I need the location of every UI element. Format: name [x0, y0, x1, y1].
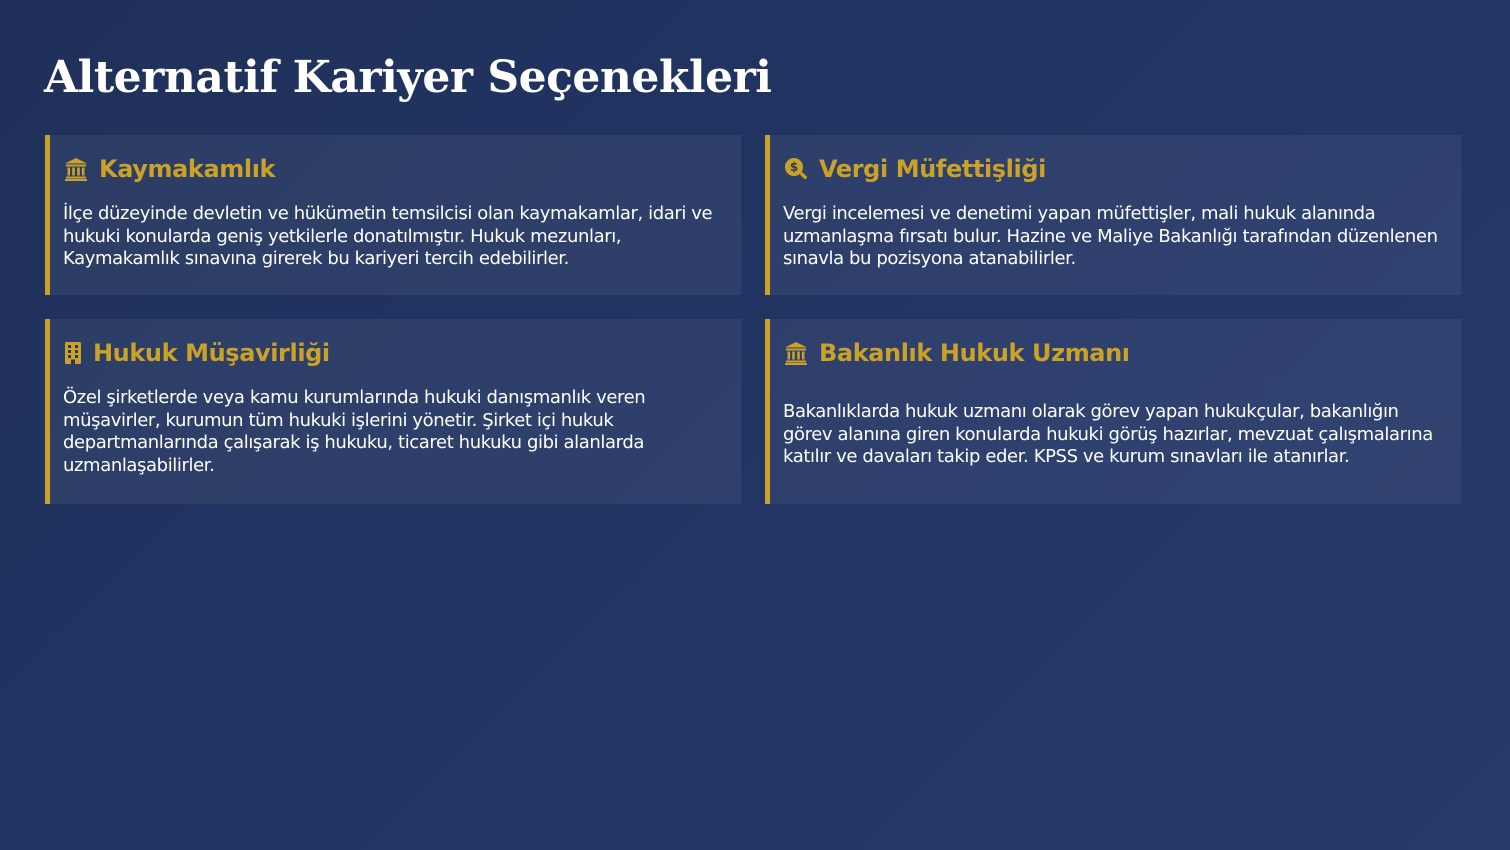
card-header	[63, 339, 723, 367]
career-options-grid	[45, 135, 1461, 504]
landmark-icon	[63, 156, 89, 182]
card-header	[783, 339, 1443, 367]
career-card-vergi-mufettisligi	[765, 135, 1461, 295]
building-icon	[63, 340, 83, 366]
card-description: Özel şirketlerde veya kamu kurumlarında hukuki danışmanlık veren müşavirler, kurumun tüm hukuki işlerini yönetir. Şirket içi hukuk departmanlarında çalışarak iş hukuku, ticaret hukuku gibi alanlarda uzmanlaşabilirler.	[63, 387, 646, 476]
career-card-bakanlik-hukuk-uzmani	[765, 319, 1461, 504]
card-description: Vergi incelemesi ve denetimi yapan müfettişler, mali hukuk alanında uzmanlaşma fırsatı bulur. Hazine ve Maliye Bakanlığı tarafından düzenlenen sınavla bu pozisyona atanabilirler.	[783, 203, 1438, 269]
card-header	[63, 155, 723, 183]
card-title: Vergi Müfettişliği	[819, 155, 1046, 183]
card-header	[783, 155, 1443, 183]
landmark-icon	[783, 340, 809, 366]
page-title: Alternatif Kariyer Seçenekleri	[44, 52, 772, 103]
search-dollar-icon	[783, 156, 809, 182]
card-title: Bakanlık Hukuk Uzmanı	[819, 339, 1130, 367]
career-card-kaymakamlik	[45, 135, 741, 295]
card-description: Bakanlıklarda hukuk uzmanı olarak görev yapan hukukçular, bakanlığın görev alanına giren konularda hukuki görüş hazırlar, mevzuat çalışmalarına katılır ve davaları takip eder. KPSS ve kurum sınavları ile atanırlar.	[783, 401, 1433, 467]
svg-text:$: $	[789, 160, 799, 175]
career-card-hukuk-musavirligi	[45, 319, 741, 504]
card-title: Kaymakamlık	[99, 155, 276, 183]
card-description: İlçe düzeyinde devletin ve hükümetin temsilcisi olan kaymakamlar, idari ve hukuki konularda geniş yetkilerle donatılmıştır. Hukuk mezunları, Kaymakamlık sınavına girerek bu kariyeri tercih edebilirler.	[63, 203, 713, 269]
card-title: Hukuk Müşavirliği	[93, 339, 330, 367]
